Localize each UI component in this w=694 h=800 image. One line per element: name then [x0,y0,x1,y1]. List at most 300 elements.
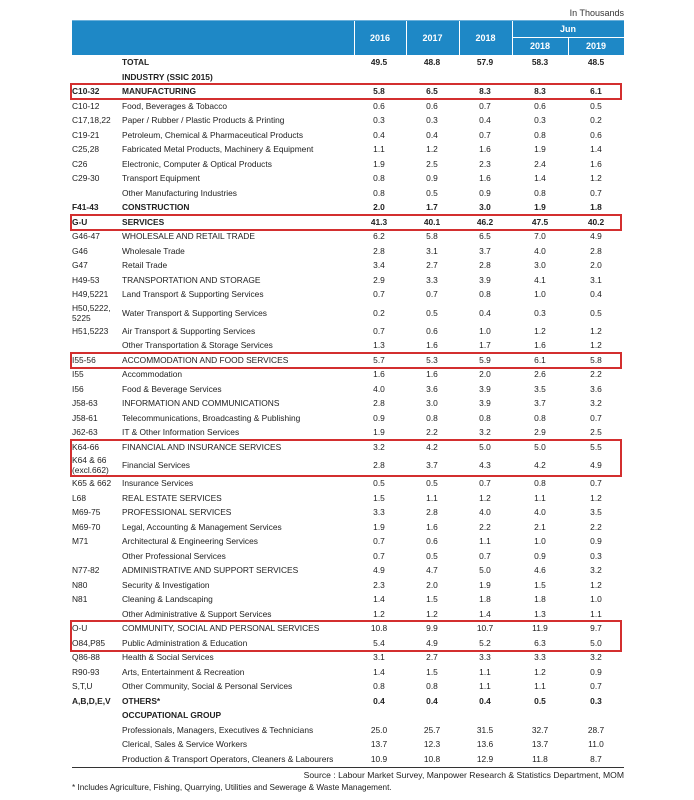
row-value: 8.7 [590,753,602,764]
row-value: 0.4 [426,129,438,140]
row-label: Other Transportation & Storage Services [122,340,273,350]
row-value: 41.3 [370,216,388,227]
row-value: 1.5 [534,579,546,590]
row-value: 2.2 [426,427,438,437]
row-value: 1.8 [534,594,546,604]
row-value: 25.7 [423,724,441,735]
row-label: Paper / Rubber / Plastic Products & Printing [122,115,285,125]
row-code: J58-63 [72,398,98,408]
row-value: 2.9 [373,274,385,285]
row-code: H49-53 [72,274,100,285]
row-label: WHOLESALE AND RETAIL TRADE [122,231,255,241]
row-value: 48.5 [587,57,605,67]
row-value: 2.6 [534,369,546,379]
row-value: 0.5 [590,100,602,111]
row-label: Financial Services [122,460,190,470]
row-value: 3.9 [479,383,491,394]
row-label: Health & Social Services [122,652,214,662]
row-value: 6.5 [426,86,438,96]
row-value: 2.8 [590,245,602,256]
row-value: 6.1 [590,86,602,96]
row-value: 4.9 [373,565,385,575]
row-code: I55 [72,369,84,379]
row-value: 1.1 [534,492,546,503]
row-value: 3.2 [479,427,491,437]
row-value: 0.7 [479,129,491,140]
row-value: 3.2 [590,565,602,575]
row-value: 5.4 [373,637,385,648]
row-value: 1.5 [426,594,438,604]
row-value: 0.5 [426,187,438,198]
row-value: 3.2 [590,398,602,408]
row-value: 2.5 [590,427,602,437]
row-value: 25.0 [370,724,388,735]
table-row [72,534,624,549]
row-value: 31.5 [476,724,494,735]
row-value: 0.5 [426,307,438,318]
row-value: 0.2 [373,307,385,318]
highlight-box [70,83,622,100]
labour-table-page [72,0,630,800]
table-row [72,128,624,143]
row-value: 0.7 [373,550,385,561]
row-value: 0.9 [479,187,491,198]
highlight-box [70,439,622,477]
header-jun: Jun [559,24,576,34]
row-value: 0.4 [590,289,602,299]
row-value: 47.5 [531,216,549,227]
row-code: I56 [72,383,84,394]
header-year-2018: 2018 [475,33,496,43]
row-value: 1.9 [479,579,491,590]
row-value: 5.8 [590,354,602,365]
row-code: M71 [72,536,89,546]
row-label: FINANCIAL AND INSURANCE SERVICES [122,441,282,452]
row-code: G47 [72,260,88,270]
row-value: 0.7 [426,289,438,299]
row-code: C29-30 [72,173,100,183]
row-value: 2.9 [534,427,546,437]
row-value: 48.8 [423,57,441,67]
row-value: 1.2 [590,325,602,336]
row-value: 2.8 [373,245,385,256]
row-value: 3.7 [534,398,546,408]
row-value: 2.0 [426,579,438,590]
row-label: Electronic, Computer & Optical Products [122,158,272,169]
row-label: REAL ESTATE SERVICES [122,492,222,503]
table-row [72,396,624,411]
row-value: 0.4 [479,695,491,706]
row-label: Other Manufacturing Industries [122,187,237,198]
row-code: N80 [72,579,88,590]
row-value: 0.8 [479,289,491,299]
row-label: Wholesale Trade [122,245,185,256]
row-value: 0.6 [590,129,602,140]
row-value: 1.9 [534,144,546,154]
table-row [72,708,624,723]
row-value: 3.1 [590,274,602,285]
row-value: 13.7 [370,739,388,749]
row-code: O-U [72,623,88,633]
row-value: 5.0 [479,441,491,452]
row-label: Petroleum, Chemical & Pharmaceutical Products [122,129,304,140]
row-value: 3.6 [590,383,602,394]
row-value: 10.8 [423,753,441,764]
row-label: Production & Transport Operators, Cleaners & Labourers [122,753,334,764]
row-code: G-U [72,216,88,227]
row-value: 0.8 [534,187,546,198]
row-label: Insurance Services [122,478,194,488]
row-value: 4.2 [534,460,546,470]
row-label: INFORMATION AND COMMUNICATIONS [122,398,280,408]
table-row [72,679,624,694]
row-value: 1.9 [373,158,385,169]
table-row [72,55,624,70]
row-value: 1.8 [479,594,491,604]
table-row [72,607,624,622]
row-value: 0.3 [590,550,602,561]
row-value: 5.0 [534,441,546,452]
row-code: H51,5223 [72,325,109,336]
row-value: 9.7 [590,623,602,633]
row-value: 0.7 [479,550,491,561]
row-value: 10.9 [370,753,388,764]
row-value: 1.4 [590,144,602,154]
row-label: IT & Other Information Services [122,427,240,437]
row-value: 5.8 [373,86,385,96]
row-value: 12.9 [476,753,494,764]
row-label: Telecommunications, Broadcasting & Publishing [122,412,301,423]
row-label: SERVICES [122,216,165,227]
row-code: K65 & 662 [72,478,112,488]
row-value: 0.3 [534,307,546,318]
row-value: 4.0 [373,383,385,394]
row-value: 2.8 [373,398,385,408]
row-code: I55-56 [72,354,96,365]
row-label: Other Professional Services [122,550,226,561]
row-label: Food, Beverages & Tobacco [122,100,228,111]
row-value: 0.6 [534,100,546,111]
row-value: 46.2 [476,216,494,227]
row-code: N77-82 [72,565,100,575]
row-code: S,T,U [72,681,93,691]
row-value: 0.8 [426,412,438,423]
row-value: 0.7 [479,478,491,488]
table-row [72,520,624,535]
table-row [72,244,624,259]
row-value: 0.5 [426,550,438,561]
row-value: 11.9 [532,623,548,633]
row-value: 3.5 [590,507,602,517]
row-value: 5.2 [479,637,491,648]
table-row [72,367,624,382]
row-code: C25,28 [72,144,100,154]
row-value: 0.6 [426,325,438,336]
row-code: G46-47 [72,231,100,241]
row-label: ADMINISTRATIVE AND SUPPORT SERVICES [122,565,299,575]
table-row [72,338,624,353]
row-label: PROFESSIONAL SERVICES [122,507,232,517]
row-value: 0.8 [373,681,385,691]
row-value: 3.3 [373,507,385,517]
table-row [72,99,624,114]
row-value: 0.3 [373,115,385,125]
row-value: 1.9 [373,427,385,437]
row-value: 1.0 [479,325,491,336]
row-value: 0.7 [373,289,385,299]
row-value: 0.8 [534,478,546,488]
header-jun-2019: 2019 [585,41,607,51]
table-row [72,665,624,680]
row-label: TOTAL [122,57,150,67]
row-value: 1.0 [534,536,546,546]
row-value: 49.5 [370,57,388,67]
table-row [72,186,624,201]
row-value: 3.9 [479,398,491,408]
row-code: F41-43 [72,202,99,212]
row-value: 1.6 [426,369,438,379]
row-value: 11.0 [588,739,604,749]
table-row [72,723,624,738]
row-value: 0.9 [590,536,602,546]
row-value: 1.8 [590,202,602,212]
row-value: 32.7 [531,724,549,735]
row-value: 1.2 [590,340,602,350]
row-code: M69-70 [72,521,101,532]
row-label: Retail Trade [122,260,168,270]
row-value: 10.7 [476,623,494,633]
row-value: 1.9 [534,202,546,212]
row-value: 0.7 [590,478,602,488]
row-code: Q86-88 [72,652,100,662]
row-value: 13.7 [531,739,549,749]
table-row [72,171,624,186]
row-value: 1.7 [426,202,438,212]
row-code: N81 [72,594,88,604]
row-value: 28.7 [587,724,605,735]
row-label: MANUFACTURING [122,86,196,96]
row-value: 2.7 [426,652,438,662]
row-value: 1.4 [373,594,385,604]
row-label: Accommodation [122,369,183,379]
row-value: 1.1 [479,681,491,691]
row-code: R90-93 [72,666,100,677]
row-label: Air Transport & Supporting Services [122,325,256,336]
row-value: 3.3 [534,652,546,662]
header-jun-2018: 2018 [529,41,551,51]
row-value: 4.2 [426,441,438,452]
row-value: 12.3 [423,739,441,749]
row-value: 9.9 [426,623,438,633]
row-value: 7.0 [534,231,546,241]
row-value: 1.6 [590,158,602,169]
row-value: 2.2 [590,521,602,532]
row-value: 0.7 [373,325,385,336]
row-label: Legal, Accounting & Management Services [122,521,282,532]
row-value: 1.1 [479,536,491,546]
table-row [72,694,624,709]
row-code: A,B,D,E,V [72,695,111,706]
row-value: 10.8 [370,623,388,633]
row-label: CONSTRUCTION [122,202,190,212]
row-value: 4.3 [479,460,491,470]
row-value: 5.3 [426,354,438,365]
row-value: 1.6 [479,173,491,183]
table-row [72,229,624,244]
row-value: 2.8 [426,507,438,517]
row-value: 1.2 [590,579,602,590]
row-code: M69-75 [72,507,101,517]
table-row [72,200,624,215]
row-code: C17,18,22 [72,115,111,125]
row-value: 3.0 [534,260,546,270]
row-value: 0.8 [479,412,491,423]
row-value: 0.6 [426,536,438,546]
row-value: 0.5 [590,307,602,318]
row-code: H50,5222, 5225 [72,302,111,323]
row-value: 0.3 [590,695,602,706]
row-code: K64 & 66 (excl.662) [72,455,109,475]
row-value: 3.3 [426,274,438,285]
row-label: Public Administration & Education [122,637,248,648]
row-value: 0.3 [534,115,546,125]
table-row [72,411,624,426]
row-value: 58.3 [531,57,549,67]
row-label: Architectural & Engineering Services [122,536,258,546]
table-row [72,302,624,324]
row-value: 2.8 [479,260,491,270]
table-row [72,650,624,665]
row-value: 4.9 [590,231,602,241]
row-label: ACCOMMODATION AND FOOD SERVICES [122,354,289,365]
row-value: 0.5 [373,478,385,488]
row-value: 0.9 [426,173,438,183]
row-value: 1.4 [479,608,491,619]
row-label: COMMUNITY, SOCIAL AND PERSONAL SERVICES [122,623,320,633]
row-value: 4.7 [426,565,438,575]
row-value: 1.3 [373,340,385,350]
row-label: Security & Investigation [122,579,210,590]
row-value: 3.3 [479,652,491,662]
row-value: 0.4 [479,115,491,125]
row-value: 2.2 [590,369,602,379]
table-row [72,476,624,491]
row-value: 13.6 [476,739,494,749]
row-code: H49,5221 [72,289,109,299]
row-value: 4.9 [590,460,602,470]
row-value: 0.6 [426,100,438,111]
row-value: 1.4 [534,173,546,183]
row-value: 2.0 [590,260,602,270]
row-label: Professionals, Managers, Executives & Technicians [122,724,314,735]
row-value: 1.3 [534,608,546,619]
row-value: 5.9 [479,354,491,365]
row-value: 1.1 [479,666,491,677]
table-row [72,505,624,520]
row-value: 0.7 [590,412,602,423]
row-value: 4.0 [479,507,491,517]
row-value: 3.0 [426,398,438,408]
row-value: 1.2 [373,608,385,619]
header-year-2016: 2016 [369,33,391,43]
row-value: 0.8 [534,129,546,140]
table-row [72,157,624,172]
row-value: 0.2 [590,115,602,125]
row-value: 40.1 [423,216,441,227]
row-value: 3.7 [426,460,438,470]
row-value: 2.3 [373,579,385,590]
row-label: Transport Equipment [122,173,200,183]
row-code: J62-63 [72,427,98,437]
footnote: * Includes Agriculture, Fishing, Quarrying, Utilities and Sewerage & Waste Management. [72,783,392,792]
row-value: 0.8 [373,173,385,183]
row-value: 1.2 [590,173,602,183]
row-value: 2.4 [534,158,546,169]
row-value: 1.2 [534,666,546,677]
row-value: 0.4 [373,129,385,140]
row-value: 2.1 [534,521,546,532]
row-label: Cleaning & Landscaping [122,594,213,604]
row-value: 1.2 [426,144,438,154]
row-value: 1.6 [534,340,546,350]
table-row [72,425,624,440]
row-value: 0.8 [373,187,385,198]
table-row [72,737,624,752]
row-value: 4.9 [426,637,438,648]
row-code: C19-21 [72,129,100,140]
row-value: 2.2 [479,521,491,532]
row-value: 1.1 [373,144,385,154]
row-value: 0.7 [479,100,491,111]
row-value: 1.1 [534,681,546,691]
row-value: 0.4 [479,307,491,318]
footer-rule [72,767,624,768]
row-value: 40.2 [587,216,605,227]
unit-label: In Thousands [569,8,624,18]
table-body [72,55,624,766]
highlight-box [70,620,622,652]
row-value: 0.4 [426,695,438,706]
row-value: 2.8 [373,460,385,470]
row-label: OCCUPATIONAL GROUP [122,710,222,720]
row-value: 11.8 [532,753,548,764]
row-value: 0.4 [373,695,385,706]
row-value: 0.8 [426,681,438,691]
table-row [72,273,624,288]
row-value: 4.1 [534,274,546,285]
row-value: 1.5 [373,492,385,503]
table-row [72,563,624,578]
table-row [72,70,624,85]
source-note: Source : Labour Market Survey, Manpower Research & Statistics Department, MOM [303,770,624,780]
row-label: Arts, Entertainment & Recreation [122,666,245,677]
row-value: 3.2 [590,652,602,662]
row-value: 1.2 [534,325,546,336]
table-row [72,578,624,593]
row-value: 1.0 [590,594,602,604]
table-row [72,592,624,607]
row-value: 0.7 [590,187,602,198]
table-row [72,324,624,339]
row-value: 0.9 [590,666,602,677]
row-code: L68 [72,492,86,503]
row-value: 2.7 [426,260,438,270]
row-value: 6.1 [534,354,546,365]
highlight-box [70,352,622,369]
row-value: 5.7 [373,354,385,365]
row-value: 1.7 [479,340,491,350]
table-row [72,258,624,273]
